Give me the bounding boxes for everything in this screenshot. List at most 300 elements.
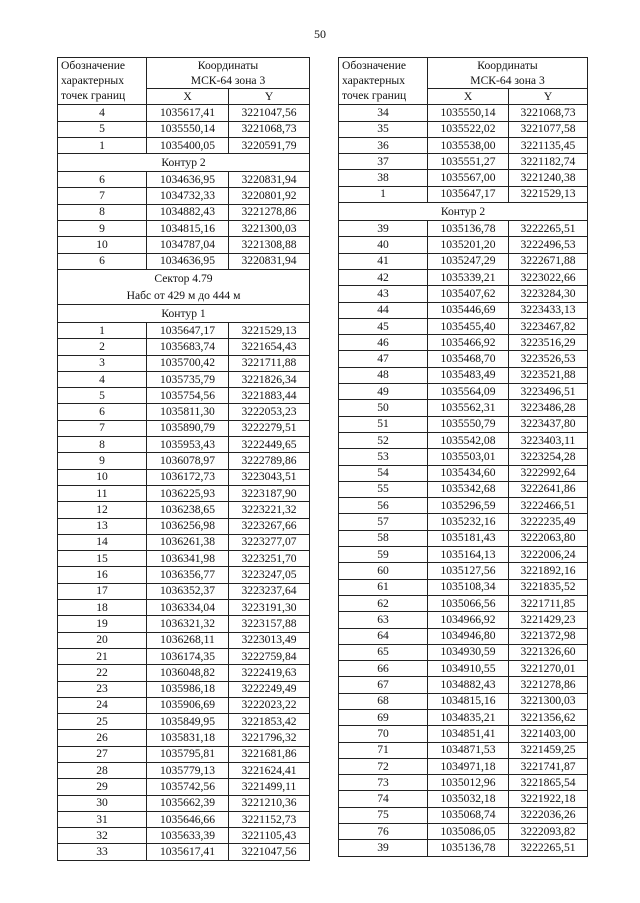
table-row: [339, 221, 588, 237]
point-number-cell: 54: [339, 465, 428, 481]
table-row: [339, 498, 588, 514]
table-row: [58, 632, 310, 648]
point-number-cell: 10: [58, 469, 147, 485]
point-number-cell: 58: [339, 530, 428, 546]
point-number-cell: 64: [339, 628, 428, 644]
table-row: [58, 616, 310, 632]
table-row: [339, 318, 588, 334]
table-row: [339, 449, 588, 465]
table-row: [339, 628, 588, 644]
point-number-cell: 45: [339, 318, 428, 334]
y-coordinate-cell: 3223467,82: [509, 318, 588, 334]
table-row: [339, 186, 588, 202]
table-row: [58, 469, 310, 485]
x-coordinate-cell: 1035906,69: [147, 697, 229, 713]
coordinate-system: МСК-64 зона 3: [470, 74, 545, 87]
point-number-cell: 1: [58, 322, 147, 338]
point-number-cell: 65: [339, 644, 428, 660]
x-coordinate-cell: 1035164,13: [428, 547, 509, 563]
table-row: [58, 355, 310, 371]
x-coordinate-cell: 1035700,42: [147, 355, 229, 371]
y-header: Y: [509, 89, 588, 105]
table-row: [58, 404, 310, 420]
y-coordinate-cell: 3222466,51: [509, 498, 588, 514]
x-coordinate-cell: 1035468,70: [428, 351, 509, 367]
table-row: [339, 432, 588, 448]
table-row: [58, 714, 310, 730]
y-coordinate-cell: 3223403,11: [509, 432, 588, 448]
x-coordinate-cell: 1035232,16: [428, 514, 509, 530]
table-row: [58, 437, 310, 453]
point-number-cell: 71: [339, 742, 428, 758]
point-number-cell: 27: [58, 746, 147, 762]
x-coordinate-cell: 1035407,62: [428, 286, 509, 302]
table-row: [339, 612, 588, 628]
point-number-cell: 28: [58, 762, 147, 778]
x-coordinate-cell: 1035811,30: [147, 404, 229, 420]
point-number-cell: 12: [58, 502, 147, 518]
section-row: [58, 269, 310, 304]
point-number-cell: 56: [339, 498, 428, 514]
y-coordinate-cell: 3221270,01: [509, 661, 588, 677]
y-coordinate-cell: 3222496,53: [509, 237, 588, 253]
table-row: [58, 730, 310, 746]
y-coordinate-cell: 3222265,51: [509, 221, 588, 237]
point-number-cell: 66: [339, 661, 428, 677]
point-number-cell: 32: [58, 828, 147, 844]
table-row: [339, 563, 588, 579]
x-coordinate-cell: 1036352,37: [147, 583, 229, 599]
y-coordinate-cell: 3221711,88: [229, 355, 310, 371]
x-coordinate-cell: 1034910,55: [428, 661, 509, 677]
y-coordinate-cell: 3220831,94: [229, 172, 310, 188]
table-row: [58, 388, 310, 404]
table-row: [58, 502, 310, 518]
point-number-cell: 24: [58, 697, 147, 713]
table-row: [58, 795, 310, 811]
x-coordinate-cell: 1036225,93: [147, 485, 229, 501]
table-row: [58, 188, 310, 204]
x-coordinate-cell: 1034815,16: [147, 221, 229, 237]
point-number-cell: 7: [58, 188, 147, 204]
point-number-cell: 29: [58, 779, 147, 795]
y-coordinate-cell: 3221068,73: [229, 121, 310, 137]
x-coordinate-cell: 1034787,04: [147, 237, 229, 253]
x-coordinate-cell: 1035201,20: [428, 237, 509, 253]
coordinates-body-left: [58, 105, 310, 860]
table-row: [339, 514, 588, 530]
y-coordinate-cell: 3221047,56: [229, 844, 310, 860]
x-coordinate-cell: 1035086,05: [428, 824, 509, 840]
x-coordinate-cell: 1035953,43: [147, 437, 229, 453]
x-coordinate-cell: 1035434,60: [428, 465, 509, 481]
table-row: [339, 384, 588, 400]
y-coordinate-cell: 3220831,94: [229, 253, 310, 269]
point-number-cell: 41: [339, 253, 428, 269]
point-number-cell: 15: [58, 551, 147, 567]
x-coordinate-cell: 1035831,18: [147, 730, 229, 746]
point-number-cell: 53: [339, 449, 428, 465]
table-row: [58, 665, 310, 681]
point-number-cell: 23: [58, 681, 147, 697]
point-number-cell: 3: [58, 355, 147, 371]
x-coordinate-cell: 1034930,59: [428, 644, 509, 660]
y-coordinate-cell: 3223013,49: [229, 632, 310, 648]
y-coordinate-cell: 3223187,90: [229, 485, 310, 501]
point-number-cell: 47: [339, 351, 428, 367]
table-row: [339, 530, 588, 546]
x-coordinate-cell: 1035849,95: [147, 714, 229, 730]
x-coordinate-cell: 1035550,14: [428, 105, 509, 121]
table-row: [339, 791, 588, 807]
y-coordinate-cell: 3221210,36: [229, 795, 310, 811]
table-row: [58, 237, 310, 253]
point-number-cell: 17: [58, 583, 147, 599]
point-number-cell: 70: [339, 726, 428, 742]
y-coordinate-cell: 3222036,26: [509, 807, 588, 823]
x-coordinate-cell: 1035646,66: [147, 811, 229, 827]
y-coordinate-cell: 3223237,64: [229, 583, 310, 599]
point-number-cell: 6: [58, 172, 147, 188]
y-coordinate-cell: 3221278,86: [229, 204, 310, 220]
table-row: [58, 105, 310, 121]
y-coordinate-cell: 3222992,64: [509, 465, 588, 481]
point-number-cell: 59: [339, 547, 428, 563]
x-coordinate-cell: 1036174,35: [147, 648, 229, 664]
point-number-cell: 75: [339, 807, 428, 823]
table-row: [339, 742, 588, 758]
point-number-cell: 20: [58, 632, 147, 648]
x-coordinate-cell: 1034732,33: [147, 188, 229, 204]
coordinate-system: МСК-64 зона 3: [190, 74, 266, 87]
point-number-cell: 6: [58, 253, 147, 269]
x-coordinate-cell: 1035795,81: [147, 746, 229, 762]
table-row: [58, 844, 310, 860]
table-row: [58, 221, 310, 237]
point-number-cell: 31: [58, 811, 147, 827]
y-coordinate-cell: 3221182,74: [509, 154, 588, 170]
section-label: Контур 1: [58, 304, 310, 322]
point-number-cell: 21: [58, 648, 147, 664]
point-number-cell: 36: [339, 137, 428, 153]
table-row: [339, 105, 588, 121]
table-row: [339, 335, 588, 351]
point-number-cell: 13: [58, 518, 147, 534]
x-coordinate-cell: 1036261,38: [147, 534, 229, 550]
table-row: [58, 420, 310, 436]
x-coordinate-cell: 1035647,17: [428, 186, 509, 202]
point-number-cell: 9: [58, 453, 147, 469]
x-coordinate-cell: 1035400,05: [147, 137, 229, 153]
x-coordinate-cell: 1034966,92: [428, 612, 509, 628]
x-coordinate-cell: 1034835,21: [428, 709, 509, 725]
y-coordinate-cell: 3222789,86: [229, 453, 310, 469]
point-number-cell: 4: [58, 371, 147, 387]
x-coordinate-cell: 1036334,04: [147, 600, 229, 616]
y-coordinate-cell: 3221047,56: [229, 105, 310, 121]
table-row: [339, 595, 588, 611]
point-number-cell: 42: [339, 269, 428, 285]
table-row: [58, 137, 310, 153]
y-coordinate-cell: 3223247,05: [229, 567, 310, 583]
y-coordinate-cell: 3221068,73: [509, 105, 588, 121]
point-number-cell: 63: [339, 612, 428, 628]
point-number-cell: 8: [58, 437, 147, 453]
coordinates-table-right: [338, 57, 588, 857]
y-coordinate-cell: 3222449,65: [229, 437, 310, 453]
y-coordinate-cell: 3222053,23: [229, 404, 310, 420]
point-number-cell: 16: [58, 567, 147, 583]
x-coordinate-cell: 1035890,79: [147, 420, 229, 436]
table-row: [339, 154, 588, 170]
x-coordinate-cell: 1035446,69: [428, 302, 509, 318]
point-number-cell: 14: [58, 534, 147, 550]
x-coordinate-cell: 1035754,56: [147, 388, 229, 404]
coordinates-header: [147, 58, 310, 89]
x-coordinate-cell: 1035647,17: [147, 322, 229, 338]
y-coordinate-cell: 3222265,51: [509, 840, 588, 856]
table-row: [58, 518, 310, 534]
y-coordinate-cell: 3221300,03: [229, 221, 310, 237]
point-number-cell: 57: [339, 514, 428, 530]
y-coordinate-cell: 3222671,88: [509, 253, 588, 269]
x-coordinate-cell: 1035296,59: [428, 498, 509, 514]
section-label: Сектор 4.79 Набс от 429 м до 444 м: [58, 269, 310, 304]
x-coordinate-cell: 1035066,56: [428, 595, 509, 611]
y-coordinate-cell: 3220801,92: [229, 188, 310, 204]
y-coordinate-cell: 3223022,66: [509, 269, 588, 285]
point-number-cell: 73: [339, 775, 428, 791]
y-coordinate-cell: 3223277,07: [229, 534, 310, 550]
y-coordinate-cell: 3222023,22: [229, 697, 310, 713]
designation-header: Обозначение характерных точек границ: [339, 58, 428, 105]
y-coordinate-cell: 3223496,51: [509, 384, 588, 400]
x-coordinate-cell: 1036048,82: [147, 665, 229, 681]
table-row: [58, 339, 310, 355]
point-number-cell: 39: [339, 221, 428, 237]
table-row: [58, 204, 310, 220]
designation-header: Обозначение характерных точек границ: [58, 58, 147, 105]
y-coordinate-cell: 3221529,13: [509, 186, 588, 202]
coordinates-header: [428, 58, 588, 89]
point-number-cell: 7: [58, 420, 147, 436]
section-label: Контур 2: [339, 203, 588, 221]
y-coordinate-cell: 3221499,11: [229, 779, 310, 795]
point-number-cell: 34: [339, 105, 428, 121]
y-coordinate-cell: 3221624,41: [229, 762, 310, 778]
y-coordinate-cell: 3221326,60: [509, 644, 588, 660]
table-row: [339, 824, 588, 840]
point-number-cell: 30: [58, 795, 147, 811]
coordinates-title: Координаты: [477, 59, 538, 72]
point-number-cell: 61: [339, 579, 428, 595]
point-number-cell: 5: [58, 388, 147, 404]
table-row: [58, 600, 310, 616]
table-row: [339, 775, 588, 791]
point-number-cell: 22: [58, 665, 147, 681]
y-coordinate-cell: 3223254,28: [509, 449, 588, 465]
point-number-cell: 11: [58, 485, 147, 501]
coordinates-body-right: [339, 105, 588, 856]
table-row: [58, 681, 310, 697]
y-coordinate-cell: 3222235,49: [509, 514, 588, 530]
y-coordinate-cell: 3223251,70: [229, 551, 310, 567]
y-coordinate-cell: 3221865,54: [509, 775, 588, 791]
y-coordinate-cell: 3221796,32: [229, 730, 310, 746]
table-row: [58, 567, 310, 583]
y-coordinate-cell: 3221826,34: [229, 371, 310, 387]
y-coordinate-cell: 3222249,49: [229, 681, 310, 697]
table-row: [58, 534, 310, 550]
point-number-cell: 72: [339, 758, 428, 774]
y-coordinate-cell: 3223043,51: [229, 469, 310, 485]
y-coordinate-cell: 3221741,87: [509, 758, 588, 774]
x-coordinate-cell: 1035617,41: [147, 105, 229, 121]
x-coordinate-cell: 1035735,79: [147, 371, 229, 387]
y-coordinate-cell: 3223486,28: [509, 400, 588, 416]
y-coordinate-cell: 3221711,85: [509, 595, 588, 611]
table-row: [339, 726, 588, 742]
y-coordinate-cell: 3222419,63: [229, 665, 310, 681]
point-number-cell: 67: [339, 677, 428, 693]
table-row: [58, 762, 310, 778]
x-coordinate-cell: 1035503,01: [428, 449, 509, 465]
x-coordinate-cell: 1035012,96: [428, 775, 509, 791]
table-row: [339, 170, 588, 186]
table-row: [339, 286, 588, 302]
table-row: [58, 648, 310, 664]
y-coordinate-cell: 3221278,86: [509, 677, 588, 693]
x-coordinate-cell: 1034871,53: [428, 742, 509, 758]
table-row: [58, 253, 310, 269]
table-row: [339, 547, 588, 563]
point-number-cell: 38: [339, 170, 428, 186]
point-number-cell: 55: [339, 481, 428, 497]
y-coordinate-cell: 3221654,43: [229, 339, 310, 355]
y-coordinate-cell: 3221135,45: [509, 137, 588, 153]
y-coordinate-cell: 3222279,51: [229, 420, 310, 436]
table-row: [339, 137, 588, 153]
y-coordinate-cell: 3220591,79: [229, 137, 310, 153]
point-number-cell: 6: [58, 404, 147, 420]
table-row: [339, 269, 588, 285]
point-number-cell: 51: [339, 416, 428, 432]
x-coordinate-cell: 1034946,80: [428, 628, 509, 644]
x-coordinate-cell: 1035562,31: [428, 400, 509, 416]
y-coordinate-cell: 3221529,13: [229, 322, 310, 338]
y-coordinate-cell: 3223191,30: [229, 600, 310, 616]
point-number-cell: 62: [339, 595, 428, 611]
x-coordinate-cell: 1035550,14: [147, 121, 229, 137]
table-row: [339, 351, 588, 367]
y-coordinate-cell: 3223433,13: [509, 302, 588, 318]
point-number-cell: 33: [58, 844, 147, 860]
x-coordinate-cell: 1035455,40: [428, 318, 509, 334]
table-row: [58, 551, 310, 567]
table-row: [58, 121, 310, 137]
point-number-cell: 4: [58, 105, 147, 121]
y-coordinate-cell: 3222006,24: [509, 547, 588, 563]
point-number-cell: 50: [339, 400, 428, 416]
x-coordinate-cell: 1035483,49: [428, 367, 509, 383]
point-number-cell: 60: [339, 563, 428, 579]
table-row: [339, 237, 588, 253]
y-coordinate-cell: 3221356,62: [509, 709, 588, 725]
y-coordinate-cell: 3221308,88: [229, 237, 310, 253]
x-coordinate-cell: 1034815,16: [428, 693, 509, 709]
x-coordinate-cell: 1036238,65: [147, 502, 229, 518]
point-number-cell: 46: [339, 335, 428, 351]
x-coordinate-cell: 1035779,13: [147, 762, 229, 778]
y-coordinate-cell: 3223521,88: [509, 367, 588, 383]
point-number-cell: 52: [339, 432, 428, 448]
coordinates-title: Координаты: [197, 59, 259, 72]
x-coordinate-cell: 1035683,74: [147, 339, 229, 355]
y-coordinate-cell: 3223284,30: [509, 286, 588, 302]
point-number-cell: 5: [58, 121, 147, 137]
y-coordinate-cell: 3222759,84: [229, 648, 310, 664]
y-coordinate-cell: 3221883,44: [229, 388, 310, 404]
x-coordinate-cell: 1035564,09: [428, 384, 509, 400]
x-coordinate-cell: 1035068,74: [428, 807, 509, 823]
x-coordinate-cell: 1035136,78: [428, 840, 509, 856]
point-number-cell: 48: [339, 367, 428, 383]
table-row: [339, 840, 588, 856]
point-number-cell: 37: [339, 154, 428, 170]
y-coordinate-cell: 3221459,25: [509, 742, 588, 758]
y-coordinate-cell: 3221152,73: [229, 811, 310, 827]
y-coordinate-cell: 3221240,38: [509, 170, 588, 186]
point-number-cell: 25: [58, 714, 147, 730]
table-row: [58, 322, 310, 338]
table-row: [339, 579, 588, 595]
x-coordinate-cell: 1035986,18: [147, 681, 229, 697]
y-coordinate-cell: 3223526,53: [509, 351, 588, 367]
point-number-cell: 44: [339, 302, 428, 318]
y-coordinate-cell: 3221681,86: [229, 746, 310, 762]
y-coordinate-cell: 3223157,88: [229, 616, 310, 632]
x-coordinate-cell: 1036256,98: [147, 518, 229, 534]
x-coordinate-cell: 1035127,56: [428, 563, 509, 579]
point-number-cell: 18: [58, 600, 147, 616]
table-row: [58, 172, 310, 188]
x-coordinate-cell: 1035466,92: [428, 335, 509, 351]
table-row: [339, 367, 588, 383]
x-coordinate-cell: 1035181,43: [428, 530, 509, 546]
y-header: Y: [229, 89, 310, 105]
x-coordinate-cell: 1035538,00: [428, 137, 509, 153]
table-row: [58, 697, 310, 713]
y-coordinate-cell: 3221105,43: [229, 828, 310, 844]
y-coordinate-cell: 3223221,32: [229, 502, 310, 518]
table-row: [339, 416, 588, 432]
table-row: [58, 746, 310, 762]
x-coordinate-cell: 1035032,18: [428, 791, 509, 807]
table-row: [339, 677, 588, 693]
point-number-cell: 74: [339, 791, 428, 807]
point-number-cell: 69: [339, 709, 428, 725]
x-coordinate-cell: 1035742,56: [147, 779, 229, 795]
point-number-cell: 9: [58, 221, 147, 237]
x-coordinate-cell: 1035522,02: [428, 121, 509, 137]
x-coordinate-cell: 1036268,11: [147, 632, 229, 648]
point-number-cell: 76: [339, 824, 428, 840]
x-coordinate-cell: 1035550,79: [428, 416, 509, 432]
y-coordinate-cell: 3221853,42: [229, 714, 310, 730]
point-number-cell: 1: [58, 137, 147, 153]
x-coordinate-cell: 1035633,39: [147, 828, 229, 844]
y-coordinate-cell: 3221300,03: [509, 693, 588, 709]
